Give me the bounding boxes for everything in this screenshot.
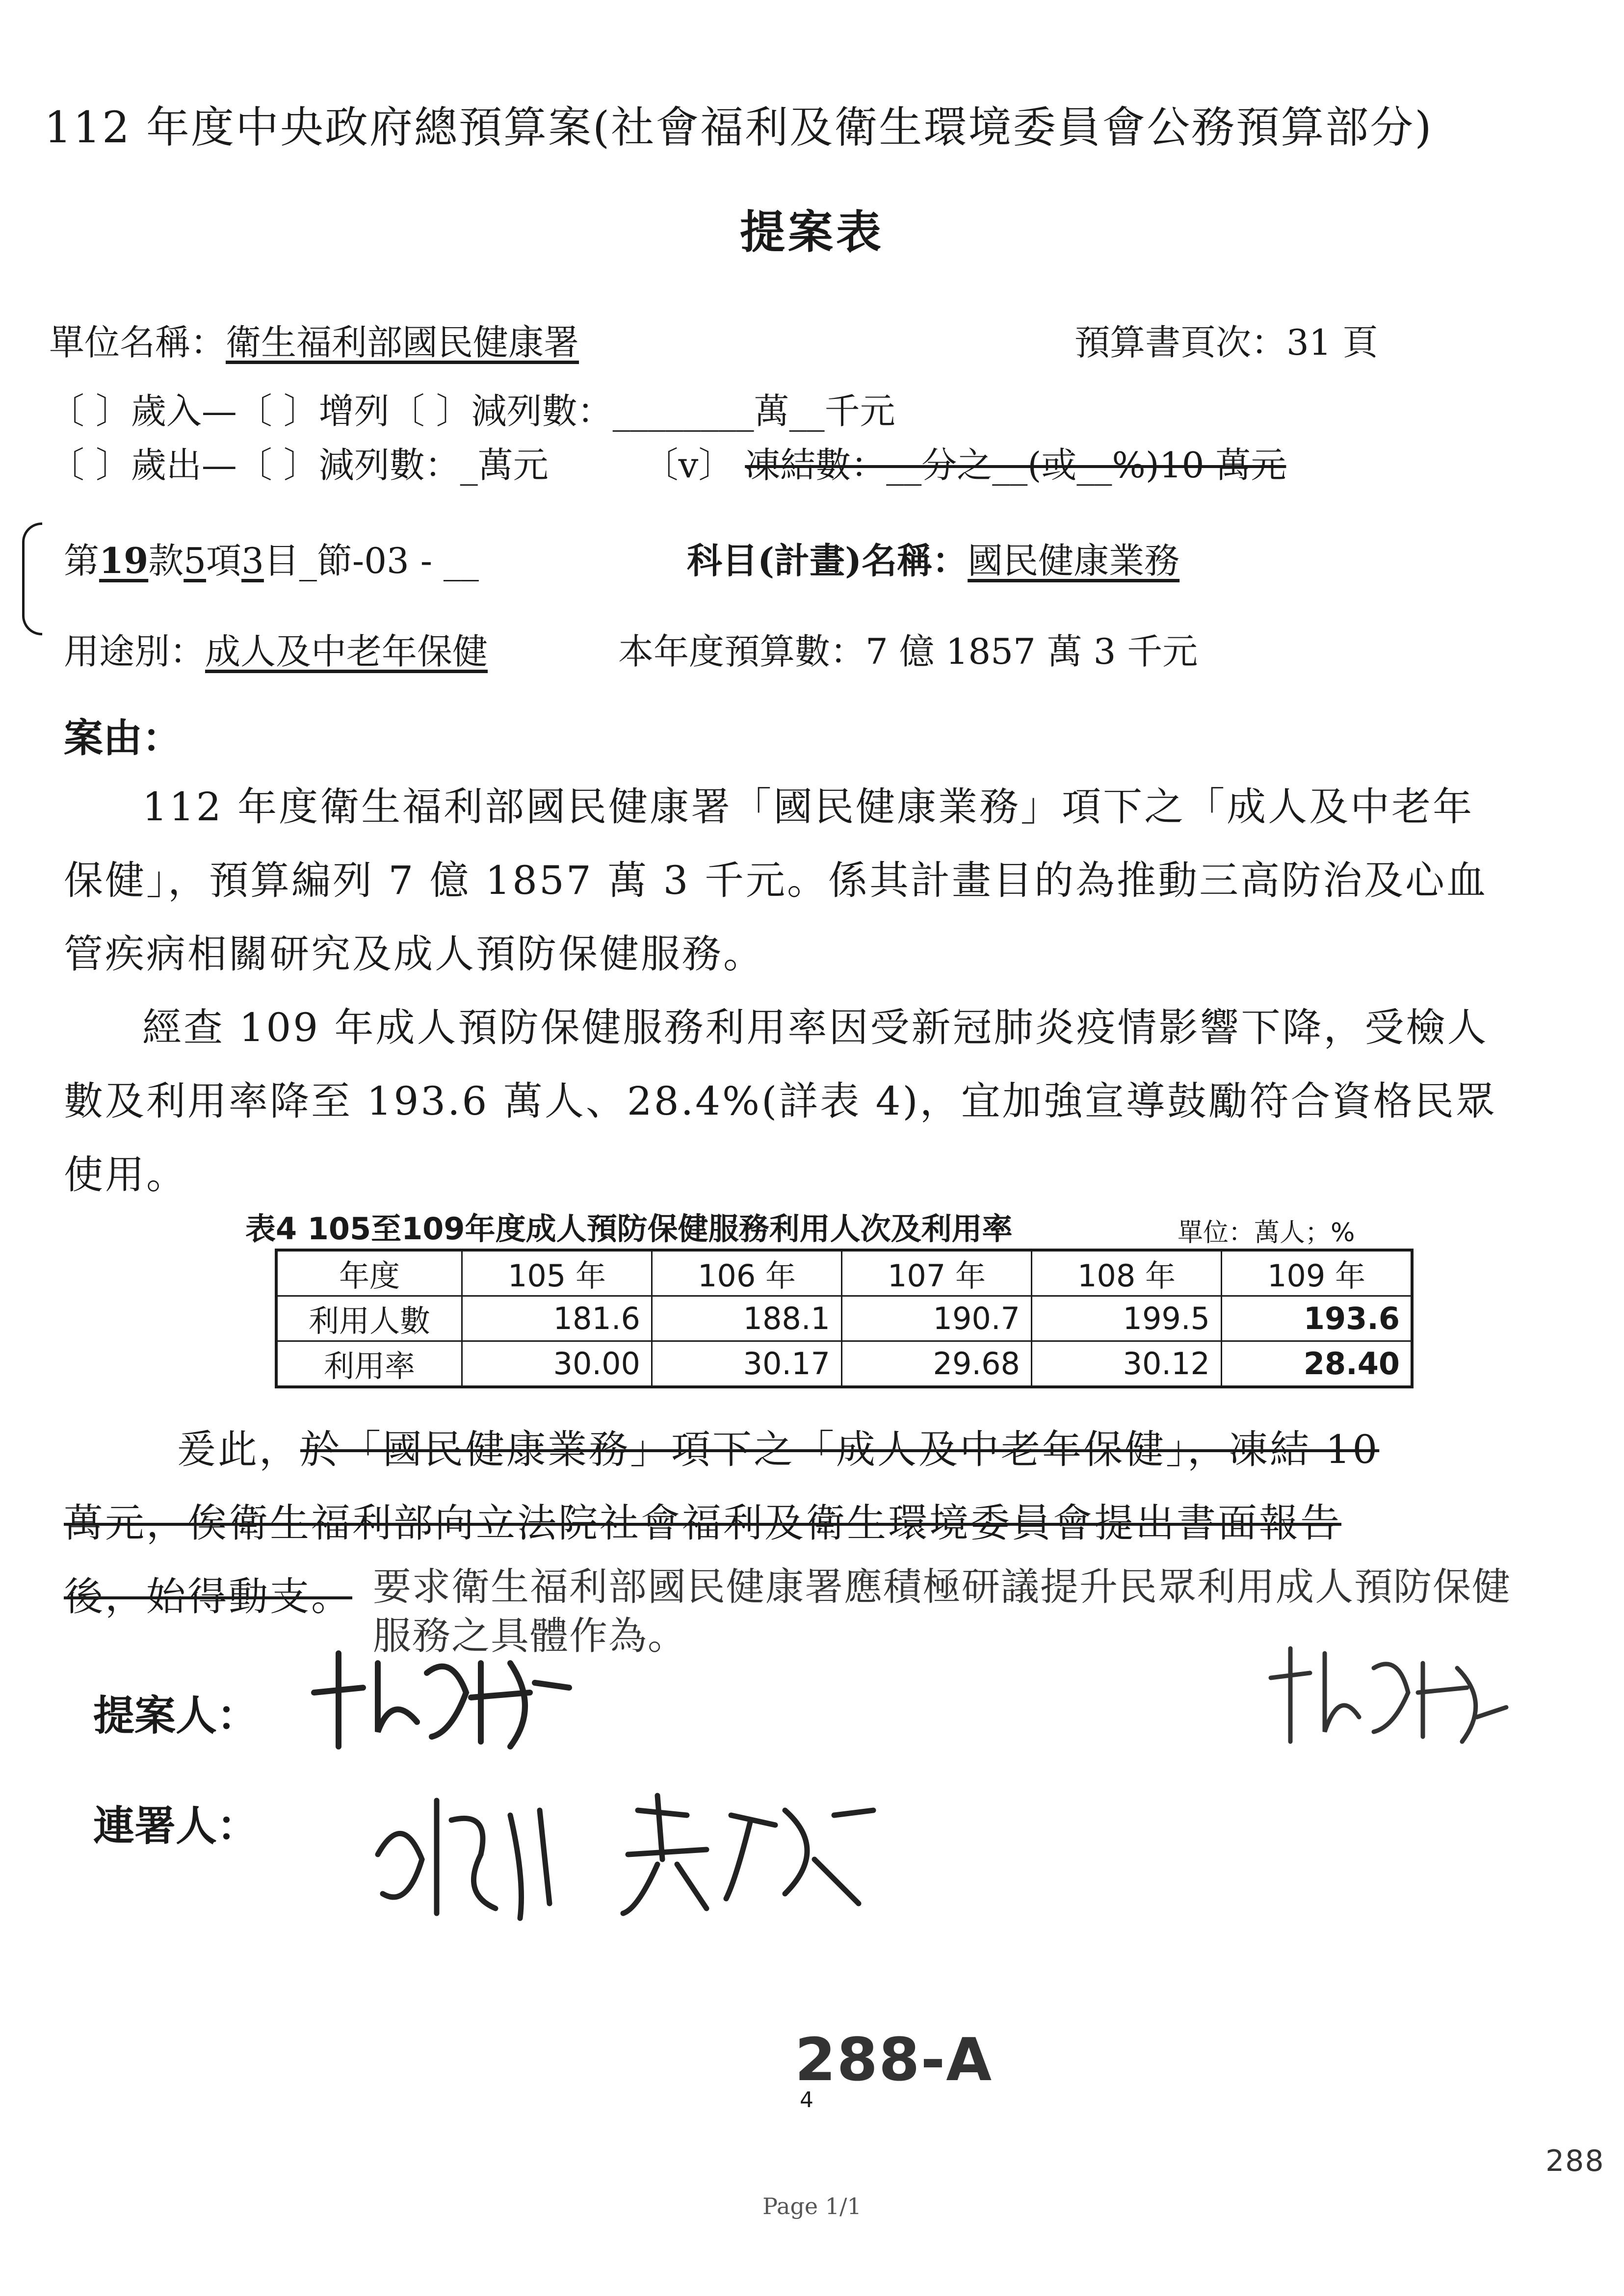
subject-value: 國民健康業務 <box>968 540 1180 581</box>
resolution-struck-1: 於「國民健康業務」項下之「成人及中老年保健」，凍結 10 <box>300 1427 1380 1472</box>
table-cell: 190.7 <box>842 1296 1032 1341</box>
table-row <box>276 1296 1412 1341</box>
reason-heading: 案由： <box>64 715 182 761</box>
expense-prefix: 〔 〕歲出—〔 〕減列數：_萬元 <box>49 444 549 486</box>
proposer-signature-graphic <box>304 1634 579 1761</box>
resolution-line-2 <box>64 1487 1501 1560</box>
cosigner-label: 連署人： <box>93 1801 259 1850</box>
table-unit: 單位：萬人；% <box>1178 1218 1355 1248</box>
table-header-cell: 107 年 <box>842 1250 1032 1296</box>
page-number: 4 <box>800 2087 813 2113</box>
document-subtitle: 提案表 <box>739 206 884 259</box>
proposer-signature-2 <box>1256 1634 1511 1756</box>
subject-label: 科目(計畫)名稱： <box>687 540 968 581</box>
freeze-text: 凍結數：__分之__(或__%)10 萬元 <box>745 444 1286 486</box>
table-header-cell: 106 年 <box>652 1250 842 1296</box>
unit-label: 單位名稱： <box>49 322 226 363</box>
revenue-option-line: 〔 〕歲入—〔 〕增列〔 〕減列數：________萬__千元 <box>49 391 895 432</box>
cosigner-signatures <box>363 1781 927 1928</box>
resolution-line-1 <box>64 1413 1501 1487</box>
table-header-cell: 109 年 <box>1222 1250 1413 1296</box>
resolution-struck-2: 萬元，俟衛生福利部向立法院社會福利及衛生環境委員會提出書面報告 <box>64 1500 1341 1546</box>
page-reference: 預算書頁次：31 頁 <box>1074 322 1378 363</box>
page-footer: Page 1/1 <box>762 2193 862 2219</box>
table-header-cell: 年度 <box>276 1250 462 1296</box>
resolution-struck-3: 後，始得動支。 <box>64 1574 352 1619</box>
usage-table <box>275 1249 1414 1388</box>
table-cell: 30.12 <box>1032 1341 1222 1387</box>
freeze-checkbox: 〔v〕 <box>643 444 734 486</box>
unit-row <box>49 314 579 365</box>
table-cell: 30.17 <box>652 1341 842 1387</box>
table-cell: 181.6 <box>462 1296 652 1341</box>
proposer-signature-2-graphic <box>1256 1634 1511 1756</box>
use-row <box>64 623 488 674</box>
item-kuan: 19 <box>99 540 149 581</box>
item-mu: 3 <box>241 540 264 581</box>
corner-handwritten-mark: 288 <box>1545 2144 1605 2178</box>
unit-value: 衛生福利部國民健康署 <box>226 322 579 363</box>
item-code: 第19款5項3目_節-03 - __ <box>64 540 479 581</box>
item-xiang: 5 <box>183 540 207 581</box>
table-header-cell: 105 年 <box>462 1250 652 1296</box>
use-value: 成人及中老年保健 <box>205 631 488 672</box>
table-row-label: 利用人數 <box>276 1296 462 1341</box>
table-header-cell: 108 年 <box>1032 1250 1222 1296</box>
proposer-signature <box>304 1634 579 1761</box>
handwritten-amendment: 要求衛生福利部國民健康署應積極研議提升民眾利用成人預防保健服務之具體作為。 <box>373 1565 1512 1658</box>
table-cell: 29.68 <box>842 1341 1032 1387</box>
budget-amount: 本年度預算數：7 億 1857 萬 3 千元 <box>618 631 1198 672</box>
table-row-label: 利用率 <box>276 1341 462 1387</box>
resolution-start: 爰此， <box>177 1427 300 1472</box>
resolution-line-3 <box>64 1560 358 1634</box>
cosigner-signatures-graphic <box>363 1781 927 1928</box>
use-label: 用途別： <box>64 631 206 672</box>
table-cell: 193.6 <box>1222 1296 1413 1341</box>
item-bracket <box>22 522 42 635</box>
table-header-row <box>276 1250 1412 1296</box>
table-cell: 30.00 <box>462 1341 652 1387</box>
table-cell: 28.40 <box>1222 1341 1413 1387</box>
table-row <box>276 1341 1412 1387</box>
proposer-label: 提案人： <box>93 1691 259 1740</box>
table-caption: 表4 105至109年度成人預防保健服務利用人次及利用率 <box>245 1211 1013 1247</box>
expense-option-line <box>49 437 1286 488</box>
table-cell: 188.1 <box>652 1296 842 1341</box>
document-title: 112 年度中央政府總預算案(社會福利及衛生環境委員會公務預算部分) <box>44 102 1433 153</box>
subject-row <box>687 532 1179 583</box>
handwritten-code: 288-A <box>795 2026 993 2094</box>
reason-paragraph-1: 112 年度衛生福利部國民健康署「國民健康業務」項下之「成人及中老年保健」，預算編列 7 億 1857 萬 3 千元。係其計畫目的為推動三高防治及心血管疾病相關研究及成人預防保健服務。 <box>64 784 1488 977</box>
table-cell: 199.5 <box>1032 1296 1222 1341</box>
reason-paragraph-2: 經查 109 年成人預防保健服務利用率因受新冠肺炎疫情影響下降，受檢人數及利用率降至 193.6 萬人、28.4%(詳表 4)，宜加強宣導鼓勵符合資格民眾使用。 <box>64 1005 1497 1198</box>
